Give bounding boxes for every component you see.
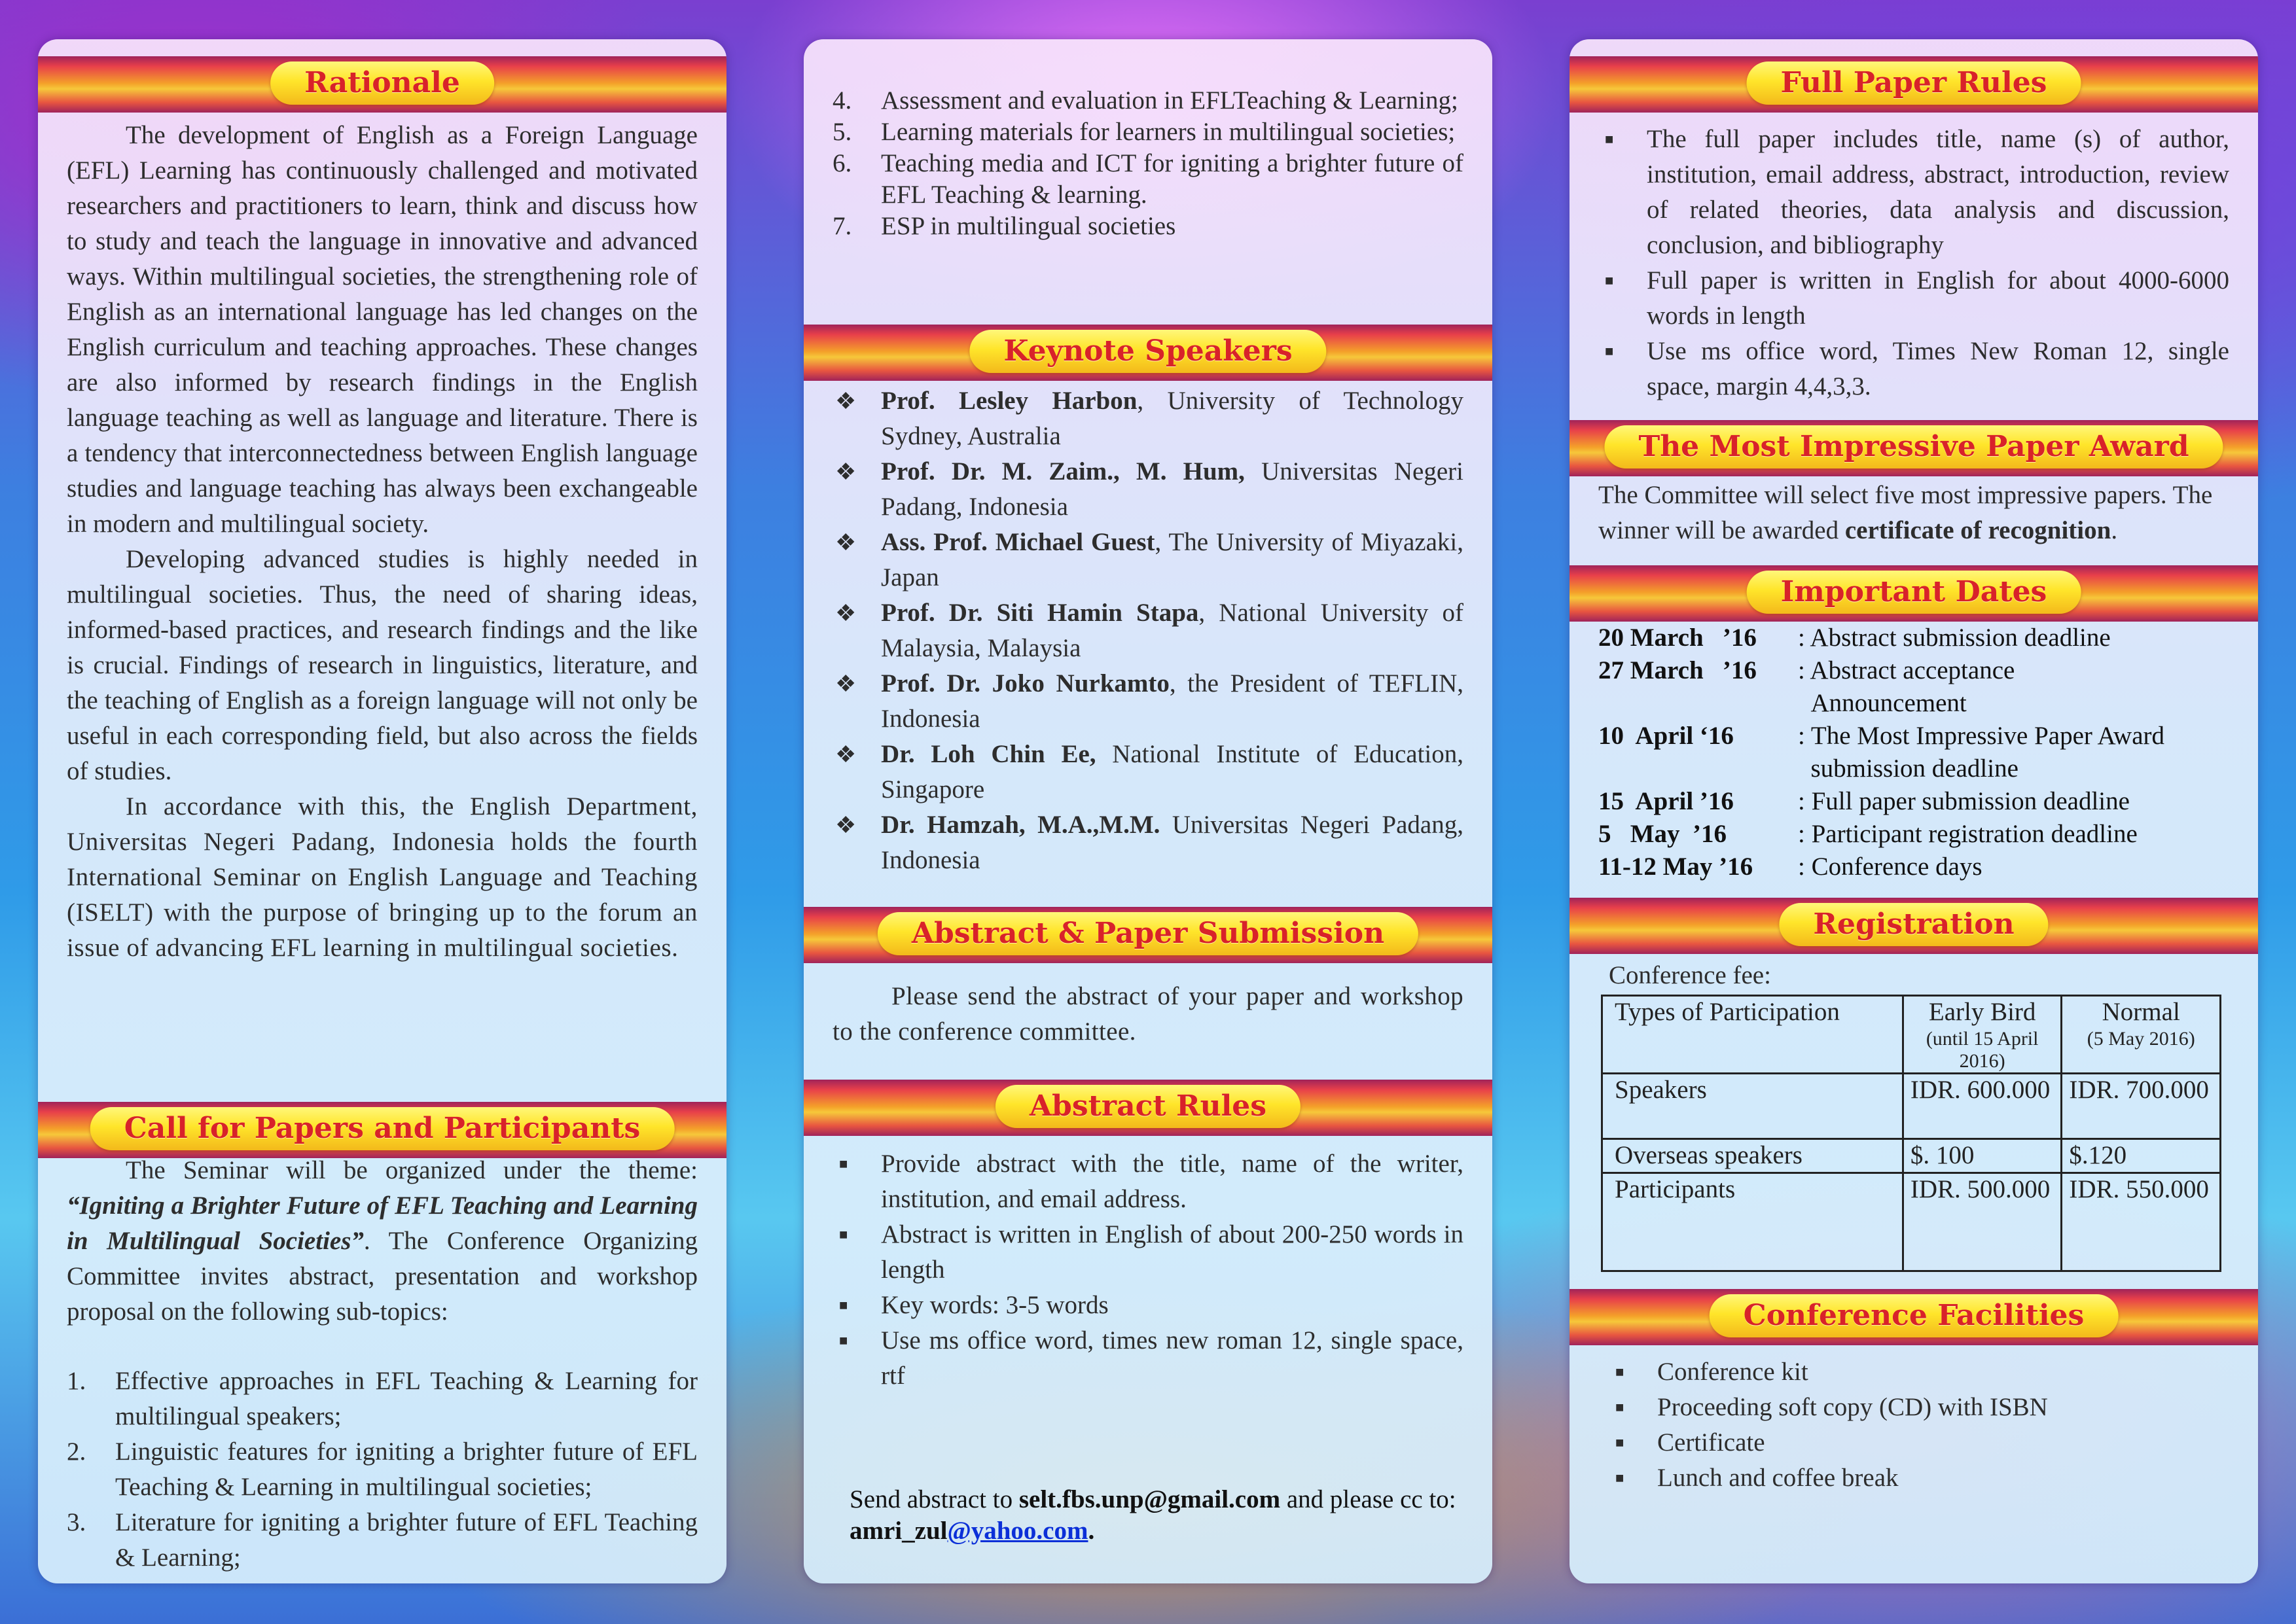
award-text: The Committee will select five most impressive papers. The winner will be awarded certificate of recognition.: [1598, 481, 2213, 544]
submission-text: Please send the abstract of your paper and workshop to the conference committee.: [833, 982, 1463, 1046]
full-paper-rule-item: ■ Use ms office word, Times New Roman 12, single space, margin 4,4,3,3.: [1598, 334, 2229, 404]
date-row: 11-12 May ’16 : Conference days: [1598, 853, 1982, 881]
call-theme: “Igniting a Brighter Future of EFL Teaching and Learning in Multilingual Societies”: [67, 1192, 698, 1255]
important-dates: [1598, 622, 2229, 883]
diamond-bullet-icon: ❖: [835, 671, 857, 697]
diamond-bullet-icon: ❖: [835, 600, 857, 626]
square-bullet-icon: ■: [1615, 1470, 1624, 1486]
award-heading: The Most Impressive Paper Award: [1604, 425, 2223, 468]
fee-header-row: [1602, 996, 2221, 1074]
square-bullet-icon: ■: [839, 1332, 848, 1349]
diamond-bullet-icon: ❖: [835, 388, 857, 414]
square-bullet-icon: ■: [1605, 272, 1614, 289]
full-paper-header-band: [1570, 56, 2258, 113]
keynote-header-band: [804, 325, 1492, 381]
fee-table-wrap: [1601, 995, 2221, 1272]
call-intro: The Seminar will be organized under the theme: “Igniting a Brighter Future of EFL Teaching and Learning in Multilingual Societies”. The Conference Organizing Committee invites abstract, presentation and workshop proposal on the following sub-topics:: [67, 1156, 698, 1326]
speaker-item: ❖ Prof. Dr. Siti Hamin Stapa, National University of Malaysia, Malaysia: [833, 595, 1463, 666]
cc-email-domain-link[interactable]: @yahoo.com: [947, 1517, 1088, 1545]
rationale-paragraph-2: Developing advanced studies is highly needed in multilingual societies. Thus, the need of sharing ideas, informed-based practices, and research findings and the like is crucial. Findings of research in linguistics, literature, and the teaching of English as a foreign language will not only be useful in each corresponding field, but also across the fields of studies.: [67, 545, 698, 785]
call-heading: Call for Papers and Participants: [90, 1107, 675, 1150]
full-paper-heading: Full Paper Rules: [1747, 62, 2081, 105]
facility-item: ■ Certificate: [1609, 1425, 2229, 1460]
abstract-rules-heading: Abstract Rules: [996, 1085, 1300, 1128]
topic-item: 4. Assessment and evaluation in EFLTeaching & Learning;: [833, 86, 1458, 115]
speaker-item: ❖ Prof. Dr. M. Zaim., M. Hum, Universitas Negeri Padang, Indonesia: [833, 454, 1463, 525]
send-abstract-note: Send abstract to selt.fbs.unp@gmail.com and please cc to: amri_zul@yahoo.com.: [850, 1485, 1456, 1545]
topic-item: 1. Effective approaches in EFL Teaching & Learning for multilingual speakers;: [67, 1367, 698, 1430]
dates-heading: Important Dates: [1747, 571, 2081, 614]
date-row: 10 April ‘16 : The Most Impressive Paper Award submission deadline: [1598, 722, 2165, 783]
facility-item: ■ Lunch and coffee break: [1609, 1460, 2229, 1496]
fee-row: Overseas speakers $. 100 $.120: [1602, 1139, 2221, 1173]
abstract-rule-item: ■ Provide abstract with the title, name of the writer, institution, and email address.: [833, 1146, 1463, 1217]
speaker-item: ❖ Dr. Hamzah, M.A.,M.M. Universitas Negeri Padang, Indonesia: [833, 807, 1463, 878]
date-row: 27 March ’16 : Abstract acceptance Announcement: [1598, 656, 2015, 717]
square-bullet-icon: ■: [1605, 131, 1614, 147]
topic-item: 5. Learning materials for learners in multilingual societies;: [833, 118, 1456, 146]
full-paper-list: [1598, 122, 2229, 404]
square-bullet-icon: ■: [1605, 343, 1614, 359]
fee-label: Conference fee:: [1609, 961, 1771, 989]
abstract-rule-item: ■ Abstract is written in English of about 200-250 words in length: [833, 1217, 1463, 1288]
square-bullet-icon: ■: [1615, 1399, 1624, 1415]
full-paper-rule-item: ■ The full paper includes title, name (s) of author, institution, email address, abstract, introduction, review of related theories, data analysis and discussion, conclusion, and bibliography: [1598, 122, 2229, 263]
square-bullet-icon: ■: [839, 1297, 848, 1313]
date-row: 15 April ’16 : Full paper submission deadline: [1598, 787, 2130, 815]
topics-continued: [833, 85, 1463, 242]
call-header-band: [38, 1102, 726, 1158]
speaker-item: ❖ Prof. Dr. Joko Nurkamto, the President of TEFLIN, Indonesia: [833, 666, 1463, 737]
fee-row: Speakers IDR. 600.000 IDR. 700.000: [1602, 1074, 2221, 1139]
facility-item: ■ Conference kit: [1609, 1354, 2229, 1390]
rationale-header-band: [38, 56, 726, 113]
submission-header-band: [804, 907, 1492, 963]
award-header-band: [1570, 420, 2258, 476]
date-row: 20 March ’16 : Abstract submission deadline: [1598, 624, 2111, 652]
facilities-heading: Conference Facilities: [1710, 1294, 2119, 1337]
topic-item: 6. Teaching media and ICT for igniting a brighter future of EFL Teaching & learning.: [833, 149, 1463, 209]
keynote-heading: Keynote Speakers: [969, 330, 1326, 373]
call-body: [67, 1153, 698, 1576]
panel-middle: [804, 39, 1492, 1583]
rationale-body: [67, 118, 698, 966]
date-row: 5 May ’16 : Participant registration deadline: [1598, 820, 2138, 848]
fee-table: [1601, 995, 2221, 1272]
abstract-rule-item: ■ Use ms office word, times new roman 12, single space, rtf: [833, 1323, 1463, 1394]
diamond-bullet-icon: ❖: [835, 529, 857, 556]
abstract-rule-item: ■ Key words: 3-5 words: [833, 1288, 1463, 1323]
abstract-rules-list: [833, 1146, 1463, 1394]
facilities-list: [1609, 1354, 2229, 1496]
facilities-header-band: [1570, 1289, 2258, 1345]
abstract-rules-header-band: [804, 1080, 1492, 1136]
keynote-list: [833, 383, 1463, 878]
square-bullet-icon: ■: [1615, 1364, 1624, 1380]
cc-email-user[interactable]: amri_zul: [850, 1517, 948, 1545]
diamond-bullet-icon: ❖: [835, 812, 857, 838]
rationale-paragraph-3: In accordance with this, the English Department, Universitas Negeri Padang, Indonesia holds the fourth International Seminar on English Language and Teaching (ISELT) with the purpose of bringing up to the forum an issue of advancing EFL learning in multilingual societies.: [67, 792, 698, 962]
submission-email[interactable]: selt.fbs.unp@gmail.com: [1018, 1485, 1281, 1513]
fee-header-normal: Normal (5 May 2016): [2062, 996, 2221, 1074]
square-bullet-icon: ■: [839, 1156, 848, 1172]
full-paper-rule-item: ■ Full paper is written in English for about 4000-6000 words in length: [1598, 263, 2229, 334]
topics-list-a: [67, 1364, 698, 1576]
registration-header-band: [1570, 898, 2258, 954]
square-bullet-icon: ■: [1615, 1434, 1624, 1451]
diamond-bullet-icon: ❖: [835, 459, 857, 485]
topic-item: 3. Literature for igniting a brighter future of EFL Teaching & Learning;: [67, 1508, 698, 1572]
square-bullet-icon: ■: [839, 1226, 848, 1243]
rationale-heading: Rationale: [270, 62, 494, 105]
panel-left: [38, 39, 726, 1583]
speaker-item: ❖ Prof. Lesley Harbon, University of Technology Sydney, Australia: [833, 383, 1463, 454]
registration-heading: Registration: [1779, 903, 2048, 946]
panel-right: [1570, 39, 2258, 1583]
dates-header-band: [1570, 565, 2258, 622]
topic-item: 2. Linguistic features for igniting a brighter future of EFL Teaching & Learning in multilingual societies;: [67, 1438, 698, 1501]
topics-list-b: [833, 85, 1463, 242]
rationale-paragraph-1: The development of English as a Foreign Language (EFL) Learning has continuously challenged and motivated researchers and practitioners to learn, think and discuss how to study and teach the language in innovative and advanced ways. Within multilingual societies, the strengthening role of English as an international language has led changes on the English curriculum and teaching approaches. These changes are also informed by research findings in the English language teaching as well as language and literature. There is a tendency that interconnectedness between English language studies and language teaching has always been exchangeable in modern and multilingual society.: [67, 121, 698, 538]
diamond-bullet-icon: ❖: [835, 741, 857, 768]
speaker-item: ❖ Dr. Loh Chin Ee, National Institute of Education, Singapore: [833, 737, 1463, 807]
fee-row: Participants IDR. 500.000 IDR. 550.000: [1602, 1173, 2221, 1271]
submission-heading: Abstract & Paper Submission: [878, 912, 1418, 955]
speaker-item: ❖ Ass. Prof. Michael Guest, The University of Miyazaki, Japan: [833, 525, 1463, 595]
fee-header-type: Types of Participation: [1602, 996, 1903, 1074]
facility-item: ■ Proceeding soft copy (CD) with ISBN: [1609, 1390, 2229, 1425]
fee-header-early: Early Bird (until 15 April 2016): [1903, 996, 2062, 1074]
topic-item: 7. ESP in multilingual societies: [833, 212, 1176, 240]
